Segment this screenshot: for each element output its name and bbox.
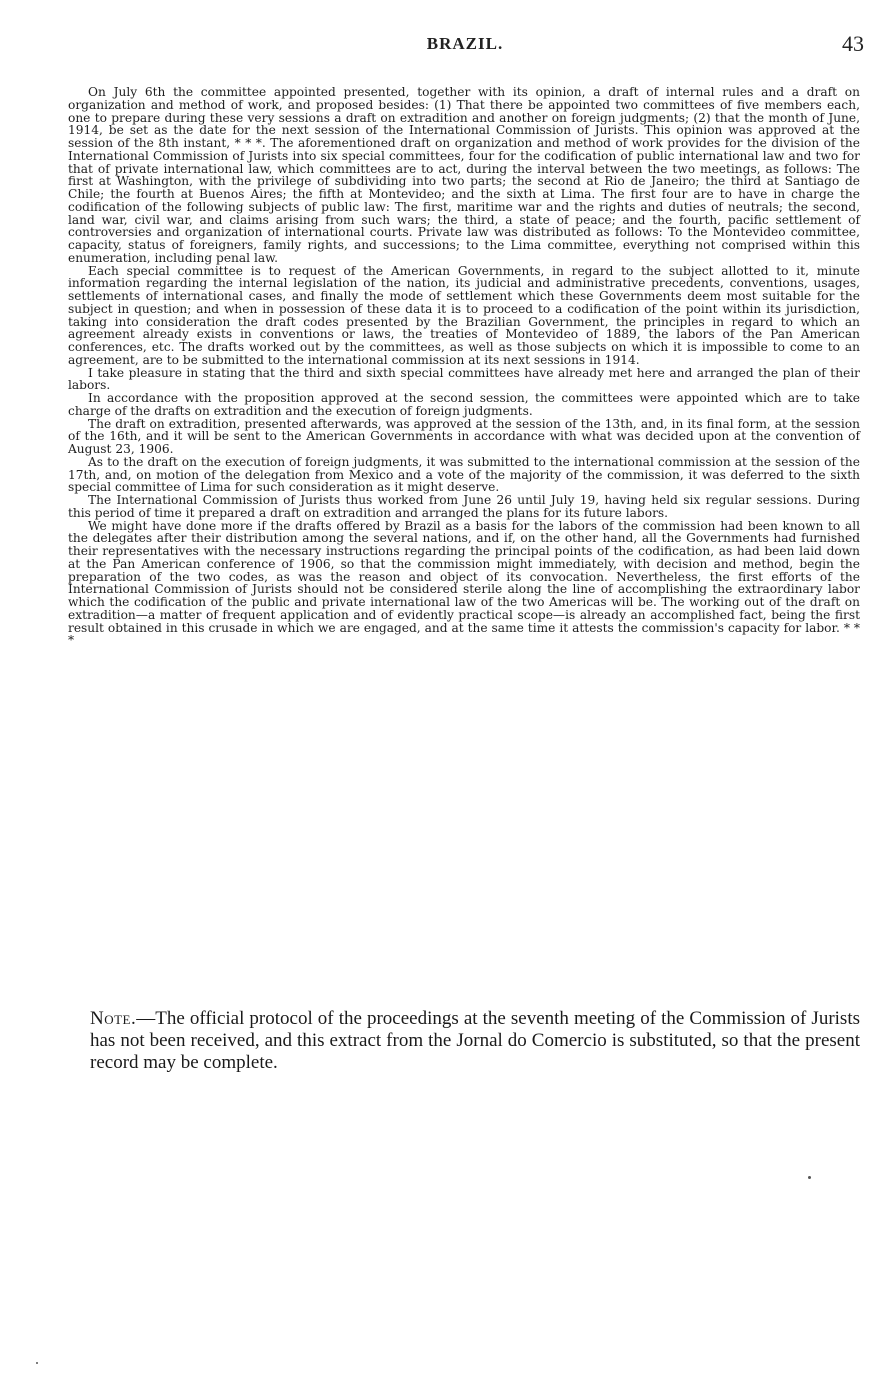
scan-speck [808,1176,811,1179]
note-text: —The official protocol of the proceedings at the seventh meeting of the Commission of Jurists has not been received, and this extract from the Jornal do Comercio is substituted, so that the present record may be complete. [90,1008,860,1073]
running-title: BRAZIL. [426,34,504,53]
paragraph: Each special committee is to request of the American Governments, in regard to the subject allotted to it, minute information regarding the internal legislation of the nation, its judicial and administrative precedents, conventions, usages, settlements of international cases, and finally the mode of settlement which these Governments deem most suitable for the subject in question; and when in possession of these data it is to proceed to a codification of the point within its jurisdiction, taking into consideration the draft codes presented by the Brazilian Government, the principles in regard to which an agreement already exists in conventions or laws, the treaties of Montevideo of 1889, the labors of the Pan American conferences, etc. The drafts worked out by the committees, as well as those subjects on which it is impossible to come to an agreement, are to be submitted to the international commission at its next sessions in 1914. [68,263,860,367]
paragraph: In accordance with the proposition approved at the second session, the committees were appointed which are to take charge of the drafts on extradition and the execution of foreign judgments. [68,391,860,418]
running-head [66,31,864,58]
page-number: 43 [842,31,864,56]
note-label: Note. [90,1008,137,1029]
paragraph: The International Commission of Jurists thus worked from June 26 until July 19, having held six regular sessions. During this period of time it prepared a draft on extradition and arranged the plans for its future labors. [68,493,860,520]
body-text [68,86,860,647]
scan-speck [36,1362,38,1364]
paragraph: On July 6th the committee appointed presented, together with its opinion, a draft of internal rules and a draft on organization and method of work, and proposed besides: (1) That there be appointed two committees of five members each, one to prepare during these very sessions a draft on extradition and another on foreign judgments; (2) that the month of June, 1914, be set as the date for the next session of the International Commission of Jurists. This opinion was approved at the session of the 8th instant, * * *. The aforementioned draft on organization and method of work provides for the division of the International Commission of Jurists into six special committees, four for the codification of public international law and two for that of private international law, which committees are to act, during the interval between the two meetings, as follows: The first at Washington, with the privilege of subdividing into two parts; the second at Rio de Janeiro; the third at Santiago de Chile; the fourth at Buenos Aires; the fifth at Montevideo; and the sixth at Lima. The first four are to have in charge the codification of the following subjects of public law: The first, maritime war and the rights and duties of neutrals; the second, land war, civil war, and claims arising from such wars; the third, a state of peace; and the fourth, pacific settlement of controversies and organization of international courts. Private law was distributed as follows: To the Montevideo committee, capacity, status of foreigners, family rights, and successions; to the Lima committee, everything not comprised within this enumeration, including penal law. [68,85,860,265]
paragraph: I take pleasure in stating that the third and sixth special committees have already met here and arranged the plan of their labors. [68,365,860,393]
note-paragraph [90,1008,860,1074]
paragraph: We might have done more if the drafts offered by Brazil as a basis for the labors of the commission had been known to all the delegates after their distribution among the several nations, and if, on the other hand, all the Governments had furnished their representatives with the necessary instructions regarding the principal points of the codification, as had been laid down at the Pan American conference of 1906, so that the commission might immediately, with decision and method, begin the preparation of the two codes, as was the reason and object of its convocation. Nevertheless, the first efforts of the International Commission of Jurists should not be considered sterile along the line of accomplishing the extraordinary labor which the codification of the public and private international law of the two Americas will be. The working out of the draft on extradition—a matter of frequent application and of evidently practical scope—is already an accomplished fact, being the first result obtained in this crusade in which we are engaged, and at the same time it attests the commission's capacity for labor. * * * [68,518,860,648]
paragraph: As to the draft on the execution of foreign judgments, it was submitted to the international commission at the session of the 17th, and, on motion of the delegation from Mexico and a vote of the majority of the commission, it was deferred to the sixth special committee of Lima for such consideration as it might deserve. [68,454,860,495]
paragraph: The draft on extradition, presented afterwards, was approved at the session of the 13th, and, in its final form, at the session of the 16th, and it will be sent to the American Governments in accordance with what was decided upon at the convention of August 23, 1906. [68,416,860,456]
footnote [90,1008,860,1074]
